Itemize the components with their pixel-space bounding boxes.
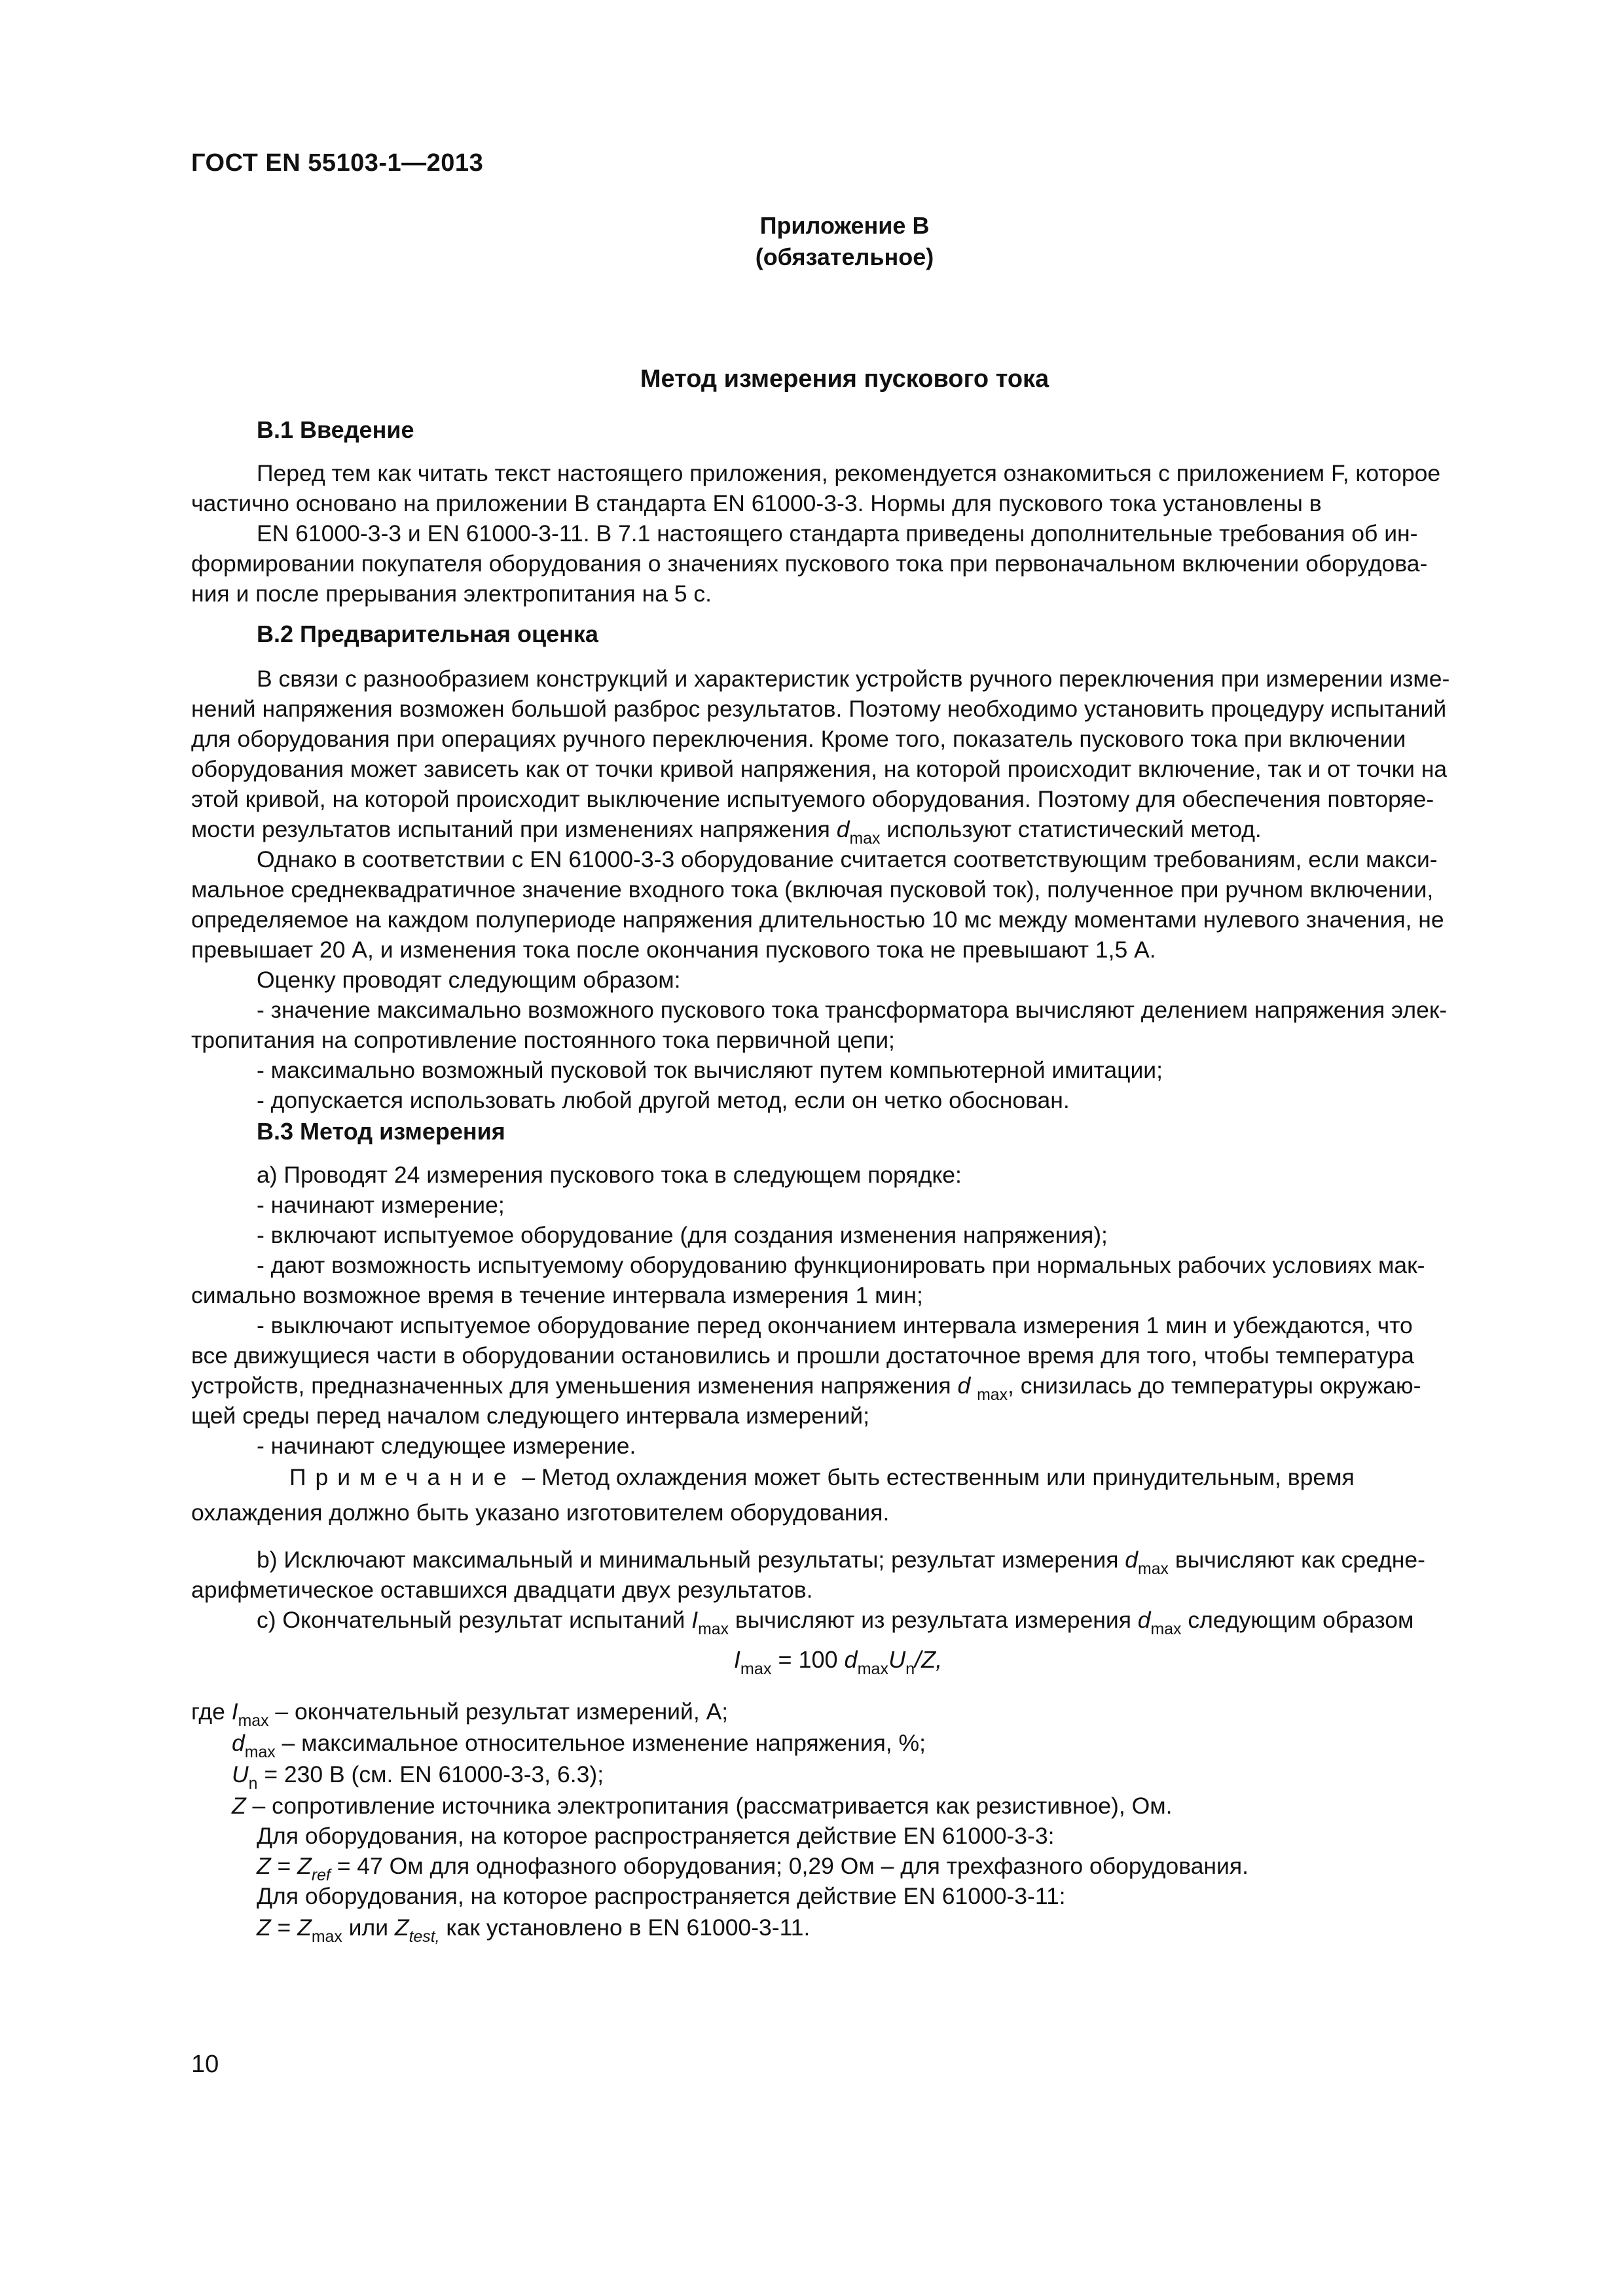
text-line: - выключают испытуемое оборудование перед окончанием интервала измерения 1 мин и убеждаются, что <box>257 1312 1413 1338</box>
symbol-d: d <box>836 816 850 842</box>
symbol-z: Z <box>297 1914 312 1941</box>
section-heading-b2: В.2 Предварительная оценка <box>257 620 598 647</box>
definition-imax <box>191 1696 729 1730</box>
text-line: а) Проводят 24 измерения пускового тока в следующем порядке: <box>257 1162 962 1188</box>
text-run: = <box>270 1853 298 1879</box>
text-line: - допускается использовать любой другой метод, если он четко обоснован. <box>257 1087 1070 1113</box>
text-line: ния и после прерывания электропитания на 5 с. <box>191 581 712 607</box>
text-line: для оборудования при операциях ручного переключения. Кроме того, показатель пускового тока при включении <box>191 726 1406 752</box>
annex-title: Приложение В <box>759 212 930 239</box>
text-run: вычисляют из результата измерения <box>729 1607 1138 1633</box>
paragraph-b3-b <box>191 1545 1493 1638</box>
text-line: частично основано на приложении В стандарта EN 61000-3-3. Нормы для пускового тока установлены в <box>191 490 1322 516</box>
subscript: n <box>905 1660 915 1678</box>
subscript: ref <box>311 1867 331 1884</box>
subscript: max <box>244 1744 276 1761</box>
subscript: max <box>849 830 881 848</box>
text-line: формировании покупателя оборудования о значениях пускового тока при первоначальном включении оборудова- <box>191 550 1428 577</box>
text-run: как установлено в EN 61000-3-11. <box>439 1914 811 1941</box>
text-run: – Метод охлаждения может быть естественным или принудительным, время <box>515 1464 1355 1490</box>
section-heading-b3: В.3 Метод измерения <box>257 1118 505 1145</box>
text-line: Оценку проводят следующим образом: <box>257 967 681 993</box>
text-line: В связи с разнообразием конструкций и характеристик устройств ручного переключения при измерении изме- <box>257 666 1450 692</box>
definition-note-3-3: Для оборудования, на которое распространяется действие EN 61000-3-3: <box>257 1823 1055 1849</box>
symbol-d: d <box>957 1372 971 1399</box>
symbol-z: Z <box>394 1914 409 1941</box>
text-run: устройств, предназначенных для уменьшения изменения напряжения <box>191 1372 958 1399</box>
definition-un <box>232 1759 604 1793</box>
definition-z <box>232 1791 1172 1821</box>
symbol-z: Z <box>257 1853 271 1879</box>
text-line: - дают возможность испытуемому оборудованию функционировать при нормальных рабочих условиях мак- <box>257 1252 1425 1278</box>
text-line: - значение максимально возможного пускового тока трансформатора вычисляют делением напряжения элек- <box>257 997 1448 1023</box>
symbol-d: d <box>1137 1607 1151 1633</box>
text-run: = <box>270 1914 298 1941</box>
text-line <box>191 1371 1493 1404</box>
text-line: EN 61000-3-3 и EN 61000-3-11. В 7.1 настоящего стандарта приведены дополнительные требования об ин- <box>257 520 1418 547</box>
document-id: ГОСТ EN 55103-1—2013 <box>191 149 484 177</box>
text-run: = 47 Ом для однофазного оборудования; 0,29 Ом – для трехфазного оборудования. <box>330 1853 1249 1879</box>
symbol-i: I <box>733 1646 740 1673</box>
symbol-i: I <box>691 1607 699 1633</box>
subscript: n <box>248 1775 258 1793</box>
text-line <box>191 1605 1493 1638</box>
subscript: max <box>1150 1621 1182 1638</box>
paragraph-b2-2 <box>191 844 1493 1115</box>
formula-text: /Z, <box>915 1646 943 1673</box>
subscript: max <box>740 1660 772 1678</box>
paragraph-b1 <box>191 458 1493 609</box>
formula <box>576 1646 1100 1678</box>
text-line: щей среды перед началом следующего интервала измерений; <box>191 1403 870 1429</box>
symbol-u: U <box>888 1646 906 1673</box>
text-line: - максимально возможный пусковой ток вычисляют путем компьютерной имитации; <box>257 1057 1163 1083</box>
text-line: Перед тем как читать текст настоящего приложения, рекомендуется ознакомиться с приложением F, которое <box>257 460 1441 486</box>
text-line: арифметическое оставшихся двадцати двух результатов. <box>191 1577 813 1603</box>
definition-zmax <box>257 1912 811 1946</box>
text-run: где <box>191 1698 232 1725</box>
symbol-d: d <box>1125 1547 1139 1573</box>
text-run: следующим образом <box>1181 1607 1414 1633</box>
subscript: max <box>698 1621 729 1638</box>
text-line: - начинают следующее измерение. <box>257 1433 636 1459</box>
main-title: Метод измерения пускового тока <box>640 365 1049 393</box>
subscript: max <box>238 1712 269 1730</box>
text-line: определяемое на каждом полупериоде напряжения длительностью 10 мс между моментами нулевого значения, не <box>191 906 1444 933</box>
symbol-d: d <box>844 1646 858 1673</box>
symbol-z: Z <box>257 1914 271 1941</box>
text-run: b) Исключают максимальный и минимальный результаты; результат измерения <box>257 1547 1125 1573</box>
text-run: – максимальное относительное изменение напряжения, %; <box>275 1730 926 1756</box>
subscript: test, <box>409 1928 440 1946</box>
definition-zref <box>257 1851 1249 1884</box>
text-line <box>191 814 1493 848</box>
definition-note-3-11: Для оборудования, на которое распространяется действие EN 61000-3-11: <box>257 1883 1066 1909</box>
symbol-z: Z <box>297 1853 312 1879</box>
subscript: max <box>977 1386 1008 1404</box>
symbol-z: Z <box>232 1793 246 1819</box>
text-run: с) Окончательный результат испытаний <box>257 1607 692 1633</box>
symbol-d: d <box>232 1730 245 1756</box>
text-run: = 230 В (см. EN 61000-3-3, 6.3); <box>257 1761 604 1787</box>
formula-text: = 100 <box>771 1646 845 1673</box>
text-run: используют статистический метод. <box>880 816 1262 842</box>
subscript: max <box>1138 1560 1169 1578</box>
text-run: или <box>342 1914 395 1941</box>
subscript: max <box>857 1660 889 1678</box>
note-label: Примечание <box>289 1464 516 1490</box>
note <box>191 1462 1493 1528</box>
text-run: мости результатов испытаний при изменениях напряжения <box>191 816 837 842</box>
definition-dmax <box>232 1728 926 1761</box>
symbol-i: I <box>231 1698 238 1725</box>
symbol-u: U <box>232 1761 249 1787</box>
text-run: вычисляют как средне- <box>1168 1547 1425 1573</box>
text-run: – окончательный результат измерений, А; <box>268 1698 729 1725</box>
annex-status: (обязательное) <box>755 243 934 270</box>
page-number: 10 <box>191 2051 219 2078</box>
text-line: превышает 20 А, и изменения тока после окончания пускового тока не превышают 1,5 А. <box>191 937 1156 963</box>
paragraph-b2-1 <box>191 664 1493 848</box>
text-line: тропитания на сопротивление постоянного тока первичной цепи; <box>191 1027 895 1053</box>
text-line: оборудования может зависеть как от точки кривой напряжения, на которой происходит включение, так и от точки на <box>191 756 1448 782</box>
text-line: этой кривой, на которой происходит выключение испытуемого оборудования. Поэтому для обеспечения повторяе- <box>191 786 1434 812</box>
section-heading-b1: В.1 Введение <box>257 416 414 443</box>
text-line <box>191 1545 1493 1578</box>
text-line: - включают испытуемое оборудование (для создания изменения напряжения); <box>257 1222 1108 1248</box>
subscript: max <box>311 1928 342 1946</box>
text-line: нений напряжения возможен большой разброс результатов. Поэтому необходимо установить процедуру испытаний <box>191 696 1447 722</box>
text-run: , снизилась до температуры окружаю- <box>1008 1372 1421 1399</box>
text-run: – сопротивление источника электропитания (рассматривается как резистивное), Ом. <box>246 1793 1173 1819</box>
text-line: - начинают измерение; <box>257 1192 505 1218</box>
paragraph-b3-a <box>191 1160 1493 1461</box>
text-line: симально возможное время в течение интервала измерения 1 мин; <box>191 1282 923 1308</box>
text-line: мальное среднеквадратичное значение входного тока (включая пусковой ток), полученное при ручном включении, <box>191 876 1434 903</box>
text-line: Однако в соответствии с EN 61000-3-3 оборудование считается соответствующим требованиям, если макси- <box>257 846 1438 872</box>
text-line <box>191 1462 1493 1492</box>
text-line: охлаждения должно быть указано изготовителем оборудования. <box>191 1499 890 1526</box>
text-line: все движущиеся части в оборудовании остановились и прошли достаточное время для того, чтобы температура <box>191 1342 1414 1369</box>
